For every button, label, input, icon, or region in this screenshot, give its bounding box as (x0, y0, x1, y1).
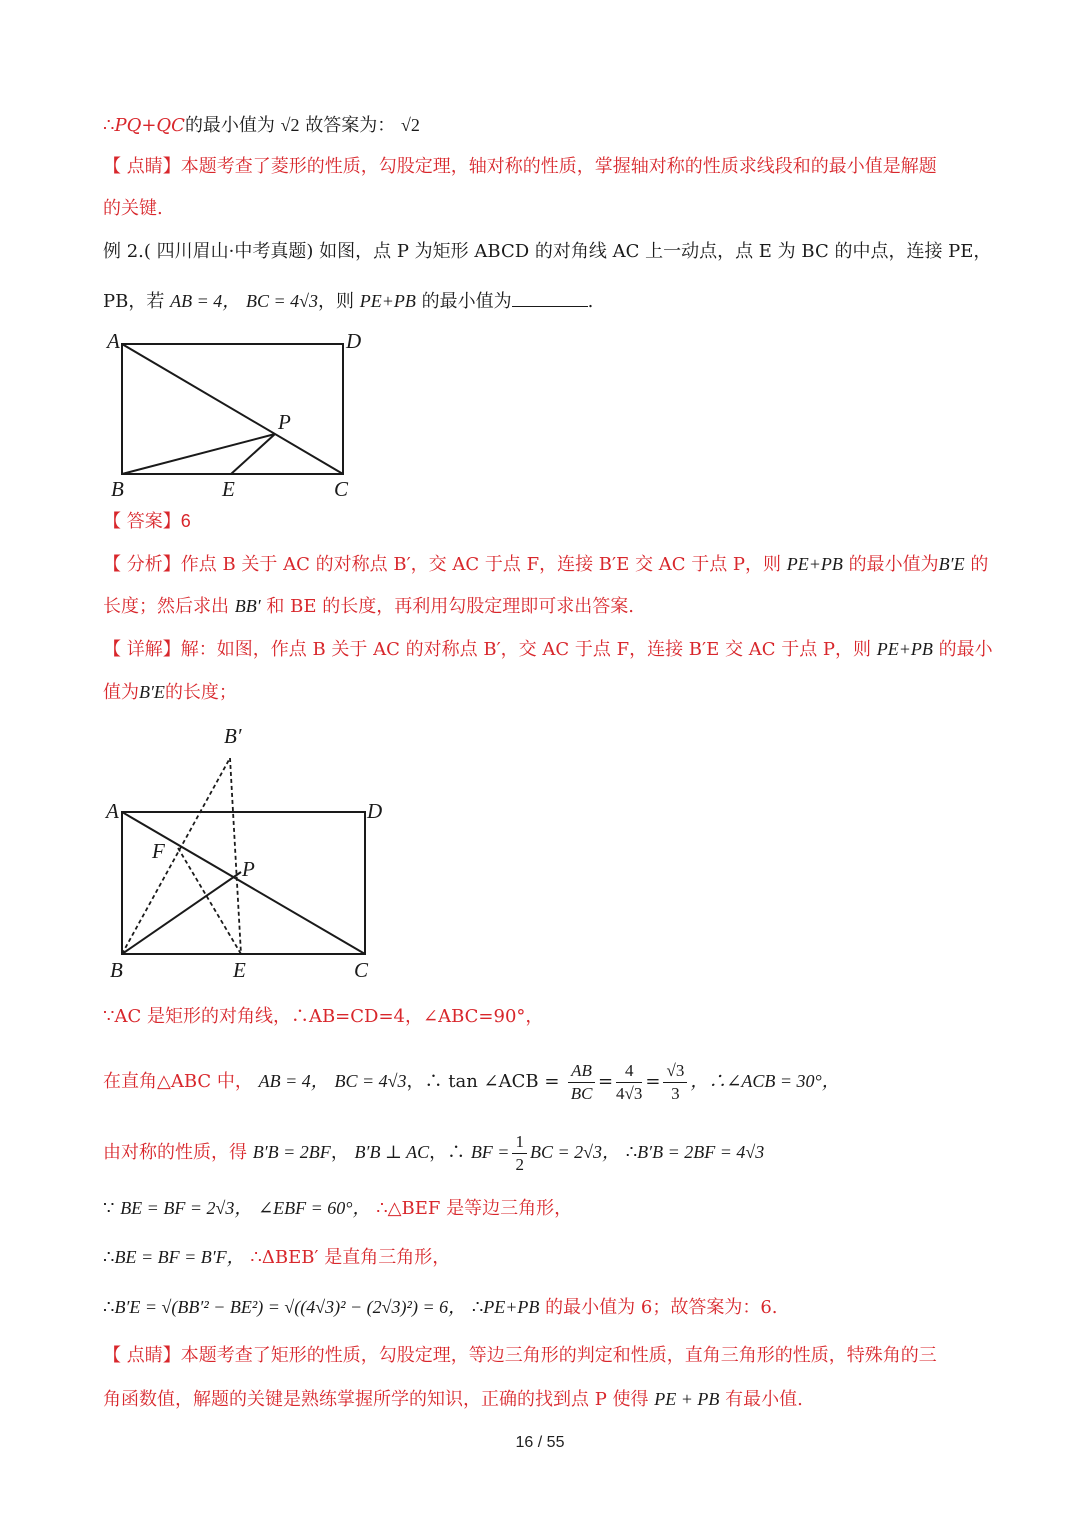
step-6 (103, 1294, 778, 1321)
text-min-value: 的最小值为 (184, 115, 275, 136)
label-e: E (222, 477, 235, 501)
example-2-pe-pb: PE+PB (359, 291, 416, 311)
detail-min: 的最小 (938, 639, 993, 660)
diagonal-ac (122, 344, 343, 474)
answer-tag: 【 答案】 (103, 511, 181, 532)
fraction-half (512, 1131, 527, 1176)
figure-2-reflection (100, 718, 400, 988)
step-3-bpb: B′B = 2BF = 4√3 (637, 1142, 765, 1162)
label-b-prime: B′ (224, 724, 242, 748)
dianjing-2-text: 本题考查了矩形的性质，勾股定理，等边三角形的判定和性质，直角三角形的性质，特殊角的三 (180, 1345, 937, 1366)
label-f: F (152, 839, 165, 863)
example-2-line1 (103, 239, 991, 265)
analysis-de: 的 (970, 554, 989, 575)
answer-line (103, 508, 191, 535)
analysis-line1 (103, 551, 988, 578)
analysis-line2 (103, 593, 634, 620)
diagonal-ac-2 (122, 812, 365, 954)
sqrt2-answer: √2 (401, 115, 420, 135)
detail-text-2b: 的长度； (164, 682, 237, 703)
label-d: D (346, 329, 362, 353)
analysis-text: 作点 B 关于 AC 的对称点 B′，交 AC 于点 F，连接 B′E 交 AC 于点 P，则 (180, 554, 782, 575)
analysis-text-2b: 和 BE 的长度，再利用勾股定理即可求出答案. (266, 596, 634, 617)
step-3-perp: B′B ⊥ AC (354, 1142, 430, 1162)
step-1-text: ∵AC 是矩形的对角线，∴AB=CD=4，∠ABC=90°， (103, 1006, 544, 1027)
step-4-expr: BE = BF = 2√3， (120, 1198, 253, 1218)
label-p-2: P (242, 857, 255, 881)
step-2 (103, 1057, 840, 1106)
step-2-angle: ，∴∠ACB = 30°， (690, 1071, 840, 1091)
detail-line1 (103, 636, 993, 663)
analysis-tag: 【 分析】 (103, 554, 181, 575)
step-3-therefore-2: ∴ (625, 1142, 638, 1163)
example-2-min: 的最小值为 (421, 291, 512, 312)
label-a-2: A (106, 799, 119, 823)
step-2-bc: BC = 4√3 (334, 1071, 407, 1091)
fraction-den-2: 4√3 (616, 1083, 643, 1103)
equals-2: = (645, 1071, 661, 1092)
step-4-because: ∵ (103, 1198, 115, 1219)
label-p: P (278, 410, 291, 434)
step-2-tan: ，∴ tan ∠ACB = (406, 1071, 560, 1092)
example-2-then: ，则 (317, 291, 354, 312)
step-5-therefore: ∴ (103, 1247, 115, 1268)
dianjing-2-pe-pb: PE + PB (654, 1389, 720, 1409)
expr-pq-qc: PQ+QC (114, 115, 185, 136)
step-3-comma: ， (330, 1142, 349, 1163)
fraction-num-3: √3 (663, 1060, 687, 1083)
label-e-2: E (233, 958, 246, 982)
dashed-b-prime-e (230, 758, 241, 954)
page-number: 16 / 55 (515, 1434, 565, 1451)
analysis-min: 的最小值为 (848, 554, 939, 575)
therefore-symbol: ∴ (103, 115, 115, 136)
text-answer: 故答案为： (305, 115, 396, 136)
sqrt2-value: √2 (280, 115, 300, 135)
dianjing-tag: 【 点睛】 (103, 156, 181, 177)
dianjing-text-cont: 的关键. (103, 198, 163, 219)
step-3-text: 由对称的性质，得 (103, 1142, 247, 1163)
step-4-text: ∴△BEF 是等边三角形， (376, 1198, 573, 1219)
step-4-angle: ∠EBF = 60°， (258, 1198, 371, 1218)
example-2-line2 (103, 288, 593, 315)
step-6-pe-pb: PE+PB (483, 1297, 540, 1317)
analysis-bb: BB′ (234, 596, 261, 616)
step-3-bf-value: BC = 2√3， (529, 1142, 620, 1162)
detail-line2 (103, 679, 237, 706)
step-3-therefore: ，∴ (429, 1142, 466, 1163)
example-2-period: . (587, 291, 594, 312)
figure-1-rectangle (100, 328, 380, 503)
dianjing-text: 本题考查了菱形的性质，勾股定理，轴对称的性质，掌握轴对称的性质求线段和的最小值是解题 (180, 156, 937, 177)
step-6-therefore-2: ∴ (471, 1297, 484, 1318)
detail-text: 解：如图，作点 B 关于 AC 的对称点 B′，交 AC 于点 F，连接 B′E 交 AC 于点 P，则 (180, 639, 872, 660)
dianjing-1-line1 (103, 154, 937, 180)
fraction-num: AB (568, 1060, 595, 1083)
fraction-sqrt3-3 (663, 1060, 687, 1105)
dianjing-1-line2 (103, 196, 163, 222)
label-a: A (107, 329, 120, 353)
detail-tag: 【 详解】 (103, 639, 181, 660)
example-2-pb: PB，若 (103, 291, 165, 312)
step-1 (103, 1004, 543, 1030)
step-5 (103, 1244, 450, 1271)
step-3-bf: BF = (470, 1142, 510, 1162)
dianjing-2-tag: 【 点睛】 (103, 1345, 181, 1366)
example-2-ab: AB = 4， (170, 291, 241, 311)
step-5-expr: BE = BF = B′F， (114, 1247, 245, 1267)
label-b-2: B (110, 958, 123, 982)
dianjing-2-text-2a: 角函数值，解题的关键是熟练掌握所学的知识，正确的找到点 P 使得 (103, 1389, 649, 1410)
dianjing-2-line1 (103, 1343, 937, 1369)
answer-value: 6 (180, 511, 191, 531)
label-d-2: D (367, 799, 383, 823)
step-4 (103, 1195, 572, 1222)
segment-pb-2 (122, 872, 241, 954)
dianjing-2-line2 (103, 1386, 803, 1413)
fraction-4-4sqrt3 (616, 1060, 642, 1105)
detail-be: B′E (139, 682, 165, 702)
step-6-therefore: ∴ (103, 1297, 115, 1318)
step-3 (103, 1128, 764, 1177)
step-6-expr: B′E = √(BB′² − BE²) = √((4√3)² − (2√3)²) = 6， (114, 1297, 467, 1317)
fraction-ab-bc (568, 1060, 595, 1105)
step-2-text: 在直角△ABC 中， (103, 1071, 253, 1092)
analysis-pe-pb: PE+PB (786, 554, 843, 574)
fraction-num-2: 4 (616, 1060, 642, 1083)
example-2-text: 例 2.( 四川眉山·中考真题) 如图，点 P 为矩形 ABCD 的对角线 AC 上一动点，点 E 为 BC 的中点，连接 PE， (103, 241, 992, 262)
label-b: B (111, 477, 124, 501)
dianjing-2-text-2c: 有最小值. (725, 1389, 803, 1410)
label-c-2: C (354, 958, 369, 982)
fraction-den: BC (570, 1083, 593, 1103)
analysis-text-2a: 长度；然后求出 (103, 596, 229, 617)
step-2-ab: AB = 4， (258, 1071, 329, 1091)
fraction-half-den: 2 (515, 1154, 524, 1174)
fraction-half-num: 1 (512, 1131, 527, 1154)
equals-1: = (597, 1071, 614, 1092)
example-2-bc: BC = 4√3 (245, 291, 318, 311)
answer-blank (512, 288, 588, 307)
dashed-bb-prime (122, 758, 230, 954)
analysis-be: B′E (938, 554, 965, 574)
step-3-bb: B′B = 2BF (252, 1142, 331, 1162)
step-5-text: ∴ΔBEB′ 是直角三角形， (250, 1247, 451, 1268)
detail-pe-pb: PE+PB (876, 639, 933, 659)
label-c: C (334, 477, 349, 501)
conclusion-line (103, 112, 420, 139)
detail-text-2a: 值为 (103, 682, 139, 703)
step-6-text: 的最小值为 6；故答案为：6. (545, 1297, 778, 1318)
fraction-den-3: 3 (671, 1083, 680, 1103)
